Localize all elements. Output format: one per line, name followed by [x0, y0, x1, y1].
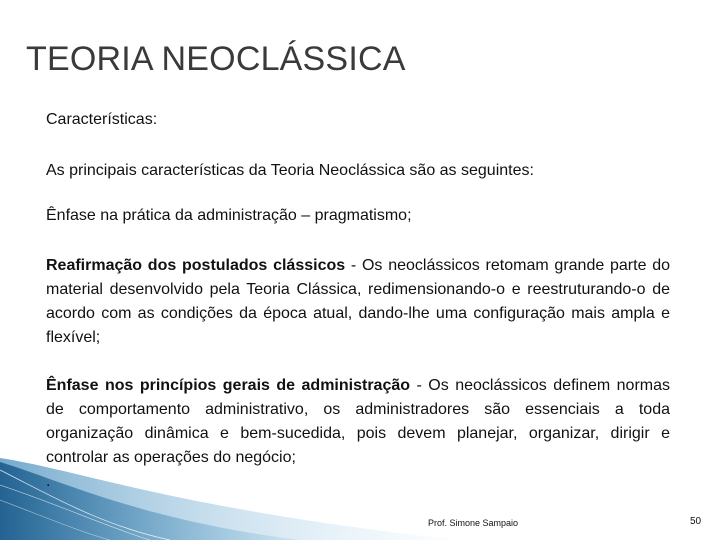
point-reaffirmation-heading: Reafirmação dos postulados clássicos	[46, 257, 346, 274]
point-principles-text: - Os neoclássicos definem normas de comportamento administrativo, os administradores são essenciais a toda organização dinâmica e bem-sucedida, pois devem planejar, organizar, dirigir e controlar as operações do negócio;	[46, 377, 671, 466]
page-title: TEORIA NEOCLÁSSICA	[26, 40, 406, 78]
point-reaffirmation	[46, 254, 670, 350]
trailing-mark: .	[46, 473, 51, 490]
page-number: 50	[690, 516, 702, 527]
point-principles-heading: Ênfase nos princípios gerais de administração	[46, 377, 411, 394]
point-reaffirmation-text: - Os neoclássicos retomam grande parte do material desenvolvido pela Teoria Clássica, redimensionando-o e reestruturando-o de acordo com as condições da época atual, dando-lhe uma configuração mais ampla e flexível;	[46, 257, 671, 346]
point-principles	[46, 374, 670, 470]
intro-text: As principais características da Teoria Neoclássica são as seguintes:	[46, 162, 534, 179]
point-pragmatism: Ênfase na prática da administração – pragmatismo;	[46, 207, 412, 224]
subtitle: Características:	[46, 111, 158, 128]
footer-author: Prof. Simone Sampaio	[428, 518, 519, 528]
